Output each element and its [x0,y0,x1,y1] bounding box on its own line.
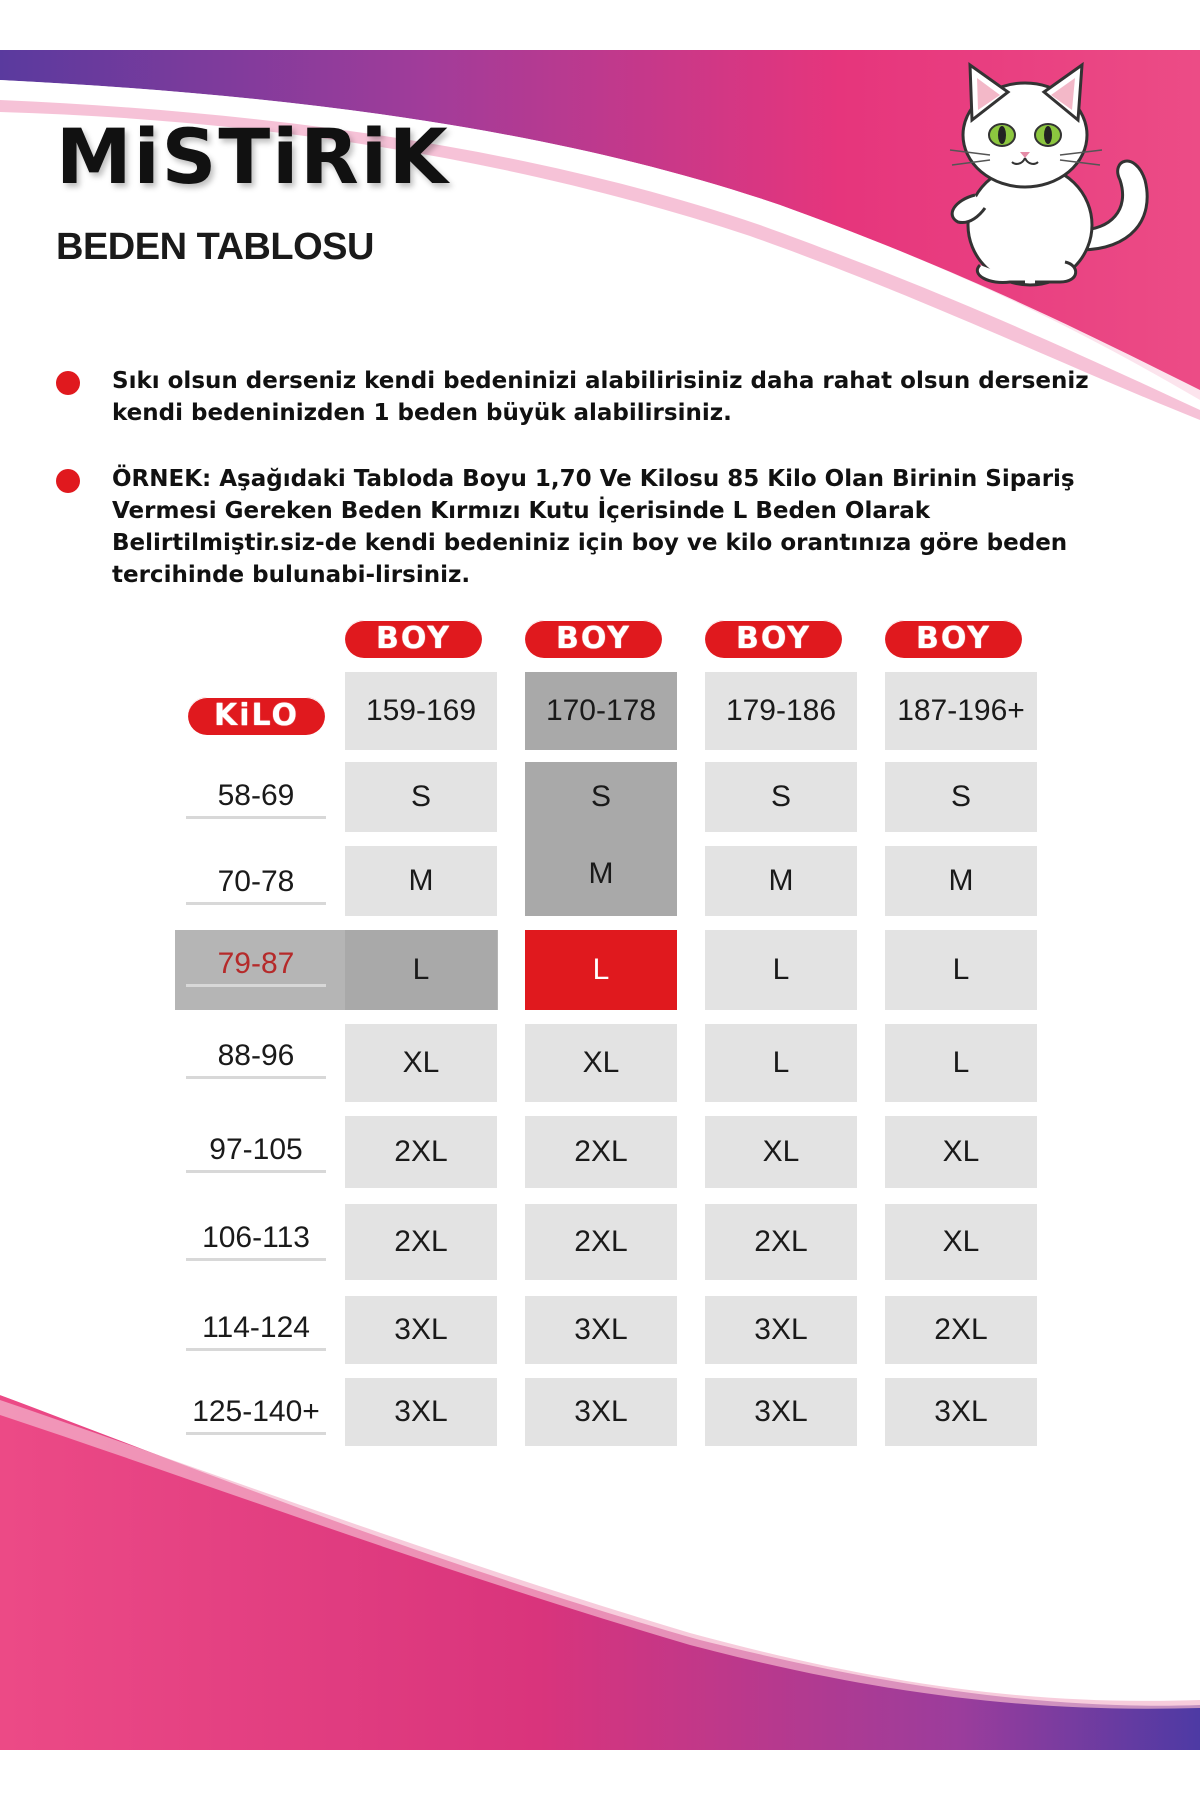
size-cell: XL [705,1116,857,1188]
size-cell: XL [345,1024,497,1102]
boy-header [345,620,482,658]
kilo-range: 58-69 [186,776,326,819]
boy-header-label: BOY [735,621,812,656]
kilo-header [188,697,325,735]
note-text: ÖRNEK: Aşağıdaki Tabloda Boyu 1,70 Ve Kilosu 85 Kilo Olan Birinin Sipariş Vermesi Gereken Beden Kırmızı Kutu İçerisinde L Beden Olarak Belirtilmiştir.siz-de kendi bedeniniz için boy ve kilo orantınıza göre beden tercihinde bulunabi-lirsiniz. [112,466,1075,588]
size-cell: M [885,846,1037,916]
brand-logo: MiSTiRiK [56,112,450,201]
size-cell: 2XL [525,1204,677,1280]
boy-header-label: BOY [915,621,992,656]
boy-header [525,620,662,658]
boy-range: 187-196+ [885,672,1037,750]
boy-header [705,620,842,658]
kilo-range: 97-105 [186,1130,326,1173]
page-title: BEDEN TABLOSU [56,226,374,268]
kilo-range: 114-124 [186,1308,326,1351]
instructions [56,365,1146,625]
size-cell: L [705,930,857,1010]
size-cell: M [345,846,497,916]
boy-range: 170-178 [525,672,677,750]
boy-header-label: BOY [555,621,632,656]
size-cell: S [885,762,1037,832]
kilo-range: 70-78 [186,862,326,905]
size-cell: L [885,1024,1037,1102]
size-cell: S [525,762,677,832]
kilo-range: 88-96 [186,1036,326,1079]
size-cell: XL [885,1204,1037,1280]
cat-mascot-icon [930,50,1160,290]
size-cell-example: L [525,930,677,1010]
bullet-dot-icon [56,371,80,395]
size-cell: 3XL [525,1378,677,1446]
kilo-range: 79-87 [186,944,326,987]
size-cell: S [705,762,857,832]
size-cell: M [525,832,677,916]
size-cell: 2XL [525,1116,677,1188]
kilo-range: 106-113 [186,1218,326,1261]
size-cell: L [345,930,497,1010]
note-item [56,463,1146,591]
size-cell: 2XL [705,1204,857,1280]
size-cell: L [705,1024,857,1102]
size-cell: XL [885,1116,1037,1188]
kilo-range: 125-140+ [186,1392,326,1435]
boy-header-label: BOY [375,621,452,656]
size-cell: 2XL [885,1296,1037,1364]
boy-range: 179-186 [705,672,857,750]
size-cell: 3XL [705,1378,857,1446]
size-cell: 3XL [705,1296,857,1364]
note-text: Sıkı olsun derseniz kendi bedeninizi alabilirisiniz daha rahat olsun derseniz kendi bedeninizden 1 beden büyük alabilirsiniz. [112,368,1089,426]
boy-header [885,620,1022,658]
kilo-header-label: KiLO [213,698,300,733]
size-cell: 3XL [525,1296,677,1364]
boy-range: 159-169 [345,672,497,750]
size-cell: L [885,930,1037,1010]
bullet-dot-icon [56,469,80,493]
size-cell: 2XL [345,1204,497,1280]
size-cell: 3XL [345,1296,497,1364]
size-cell: S [345,762,497,832]
note-item [56,365,1146,429]
size-cell: 2XL [345,1116,497,1188]
size-cell: M [705,846,857,916]
size-cell: 3XL [885,1378,1037,1446]
size-cell: 3XL [345,1378,497,1446]
size-cell: XL [525,1024,677,1102]
